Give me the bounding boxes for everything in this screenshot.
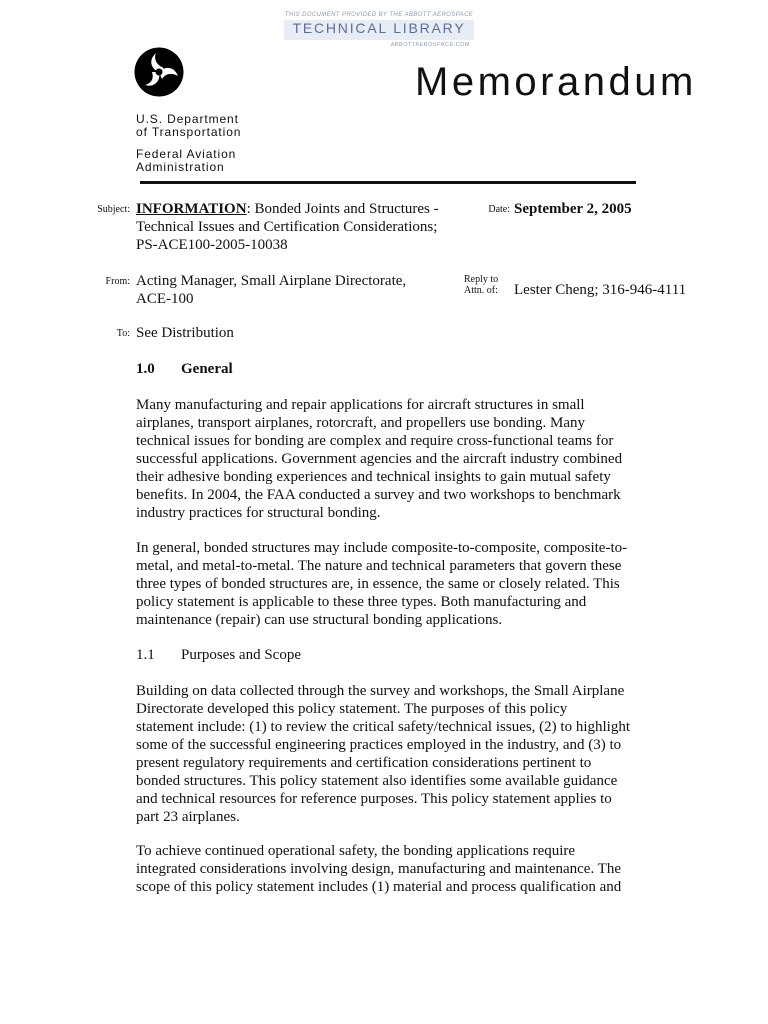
paragraph-line: some of the successful engineering practices employed in the industry, and (3) to (136, 737, 622, 753)
paragraph-line: part 23 airplanes. (136, 809, 240, 825)
subsection-number: 1.1 (136, 647, 155, 663)
subject-line (136, 200, 456, 218)
to-value: See Distribution (136, 325, 234, 341)
paragraph-line: technical issues for bonding are complex and require cross-functional teams for (136, 433, 614, 449)
subject-label: Subject: (97, 204, 130, 215)
paragraph-line: statement include: (1) to review the critical safety/technical issues, (2) to highlight (136, 719, 631, 735)
paragraph (136, 842, 636, 896)
paragraph-line: airplanes, transport airplanes, rotorcraft, and propellers use bonding. Many (136, 415, 586, 431)
paragraph (136, 682, 636, 826)
paragraph-line: policy statement is applicable to these three types. Both manufacturing and (136, 594, 587, 610)
agency-department (136, 113, 241, 139)
reply-to-label (464, 274, 510, 296)
watermark-main (282, 19, 476, 41)
agency-faa (136, 148, 236, 174)
paragraph-line: industry practices for structural bonding. (136, 505, 381, 521)
from-label: From: (105, 276, 130, 287)
watermark-main-line: TECHNICAL LIBRARY (292, 20, 466, 36)
agency-line: U.S. Department (136, 112, 239, 126)
paragraph (136, 396, 636, 522)
paragraph-line: metal, and metal-to-metal. The nature and technical parameters that govern these (136, 558, 622, 574)
memorandum-title: Memorandum (415, 60, 697, 104)
watermark-url: ABBOTTAEROSPACE.COM (390, 42, 470, 48)
paragraph-line: benefits. In 2004, the FAA conducted a survey and two workshops to benchmark (136, 487, 621, 503)
paragraph-line: scope of this policy statement includes (1) material and process qualification and (136, 879, 622, 895)
date-value: September 2, 2005 (514, 201, 632, 217)
paragraph-line: maintenance (repair) can use structural bonding applications. (136, 612, 503, 628)
subject-title: : Bonded Joints and Structures - (246, 201, 439, 217)
reply-to-value: Lester Cheng; 316-946-4111 (514, 282, 687, 298)
reply-label-line: Reply to (464, 274, 499, 285)
paragraph-line: their adhesive bonding experiences and technical insights to gain mutual safety (136, 469, 611, 485)
from-line: ACE-100 (136, 291, 194, 307)
paragraph-line: integrated considerations involving design, manufacturing and maintenance. The (136, 861, 621, 877)
paragraph-line: Building on data collected through the survey and workshops, the Small Airplane (136, 683, 625, 699)
paragraph-line: present regulatory requirements and certification considerations pertinent to (136, 755, 592, 771)
to-label: To: (116, 328, 130, 339)
paragraph-line: To achieve continued operational safety, the bonding applications require (136, 843, 576, 859)
section-title: General (181, 361, 233, 377)
subject-line: PS-ACE100-2005-10038 (136, 237, 288, 253)
header-divider (140, 181, 636, 184)
paragraph (136, 539, 636, 629)
paragraph-line: In general, bonded structures may include composite-to-composite, composite-to- (136, 540, 628, 556)
date-label: Date: (488, 204, 510, 215)
information-tag: INFORMATION (136, 201, 247, 217)
paragraph-line: Directorate developed this policy statement. The purposes of this policy (136, 701, 568, 717)
paragraph-line: Many manufacturing and repair applications for aircraft structures in small (136, 397, 585, 413)
paragraph-line: successful applications. Government agencies and the aircraft industry combined (136, 451, 623, 467)
dot-logo-icon (134, 47, 184, 97)
reply-label-line: Attn. of: (464, 285, 498, 296)
subject-line: Technical Issues and Certification Considerations; (136, 219, 438, 235)
watermark-banner (282, 12, 476, 52)
paragraph-line: and technical resources for reference purposes. This policy statement applies to (136, 791, 612, 807)
watermark-top-line: THIS DOCUMENT PROVIDED BY THE ABBOTT AEROSPACE (284, 12, 474, 18)
subsection-title: Purposes and Scope (181, 647, 301, 663)
paragraph-line: bonded structures. This policy statement also identifies some available guidance (136, 773, 618, 789)
from-line: Acting Manager, Small Airplane Directorate, (136, 273, 407, 289)
section-number: 1.0 (136, 361, 155, 377)
paragraph-line: three types of bonded structures are, in essence, the same or closely related. This (136, 576, 620, 592)
agency-line: Administration (136, 160, 225, 174)
from-text (136, 272, 456, 308)
agency-line: Federal Aviation (136, 147, 237, 161)
agency-line: of Transportation (136, 125, 242, 139)
subject-text (136, 200, 456, 254)
